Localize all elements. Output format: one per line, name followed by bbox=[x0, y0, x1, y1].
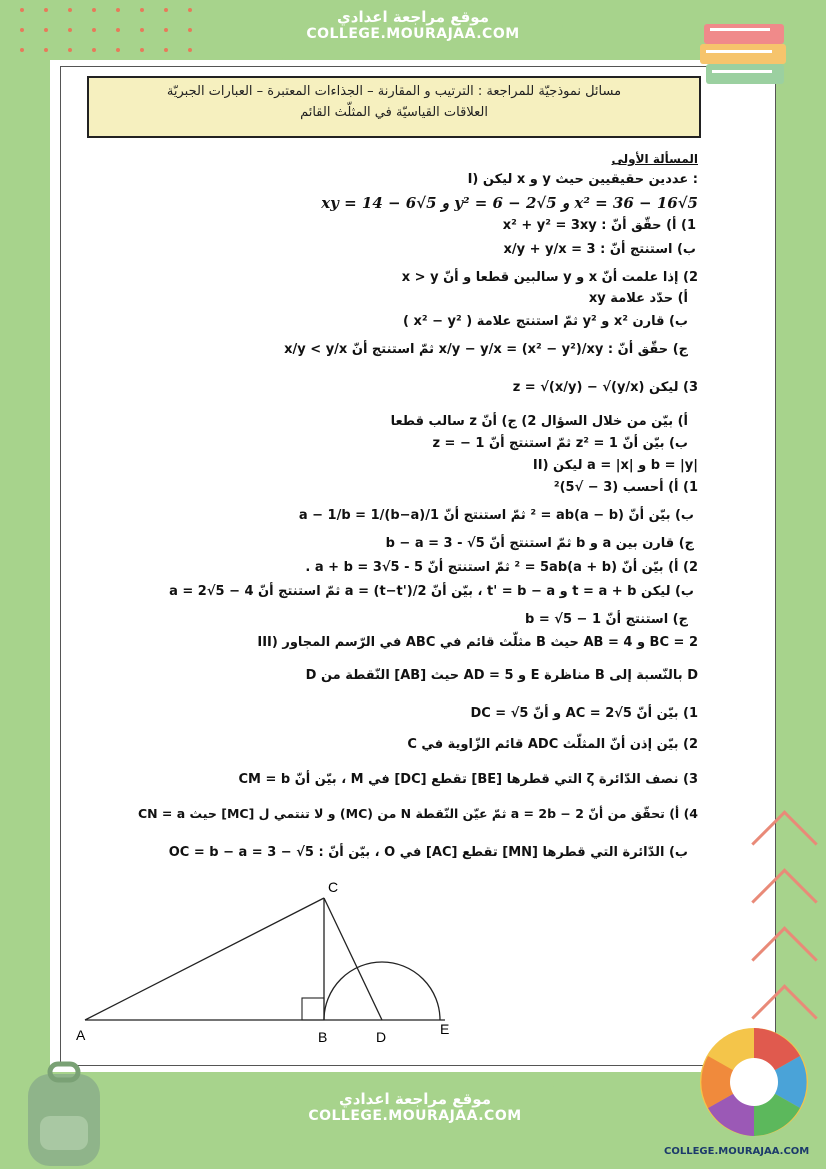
line-9: 3) ليكن z = √(x/y) − √(y/x) bbox=[512, 380, 698, 395]
label-C: C bbox=[328, 879, 339, 895]
line-23: 3) نصف الدّائرة ζ التي قطرها [BE] تقطع [DC] في M ، بيّن أنّ CM = b bbox=[238, 772, 698, 787]
line-20: D النّقطة من [AB] حيث AD = 5 و E مناظرة B بالنّسبة إلى D bbox=[305, 668, 698, 683]
line-18: ج) استنتج أنّ b = √5 − 1 bbox=[525, 612, 688, 627]
line-8: ج) حقّق أنّ : x/y − y/x = (x² − y²)/xy ثمّ استنتج أنّ x/y < y/x bbox=[284, 342, 688, 357]
line-17: ب) ليكن t = a + b و t' = b − a ، بيّن أنّ a = (t−t')/2 ثمّ استنتج أنّ a = 2√5 − 4 bbox=[169, 584, 694, 599]
backpack-icon bbox=[14, 1058, 114, 1168]
label-E: E bbox=[440, 1021, 450, 1037]
line-12: II) ليكن a = |x| و b = |y| bbox=[532, 458, 698, 473]
books-icon bbox=[696, 14, 796, 92]
line-24: 4) أ) تحقّق من أنّ a = 2b − 2 ثمّ عيّن النّقطة N من (MC) و لا تنتمي ل [MC] حيث CN = a bbox=[137, 806, 698, 821]
line-11: ب) بيّن أنّ z² = 1 ثمّ استنتج أنّ z = − 1 bbox=[432, 436, 688, 451]
line-21: 1) بيّن أنّ AC = 2√5 و أنّ DC = √5 bbox=[470, 706, 698, 721]
segment-AC bbox=[85, 898, 324, 1020]
logo-url[interactable]: COLLEGE.MOURAJAA.COM bbox=[664, 1146, 810, 1157]
line-5: 2) إذا علمت أنّ x و y سالبين قطعا و أنّ x > y bbox=[401, 270, 698, 285]
footer-banner bbox=[270, 1076, 560, 1146]
label-D: D bbox=[376, 1029, 387, 1045]
line-19: III) في الرّسم المجاور ABC مثلّث قائم في B حيث AB = 4 و BC = 2 bbox=[257, 635, 698, 650]
line-4: ب) استنتج أنّ : x/y + y/x = 3 bbox=[503, 242, 696, 257]
line-15: ج) قارن بين a و b ثمّ استنتج أنّ b − a = 3 - √5 bbox=[385, 536, 694, 551]
line-6: أ) حدّد علامة xy bbox=[588, 291, 688, 306]
problem-heading: المسألة الأولى bbox=[611, 152, 698, 166]
line-22: 2) بيّن إذن أنّ المثلّث ADC قائم الزّاوية في C bbox=[407, 737, 698, 752]
triangle-figure bbox=[70, 872, 470, 1052]
line-16: 2) أ) بيّن أنّ (a + b)² = 5ab ثمّ استنتج أنّ a + b = 3√5 - 5 . bbox=[305, 560, 698, 575]
site-logo-icon bbox=[696, 1024, 812, 1140]
label-A: A bbox=[76, 1027, 86, 1043]
header-banner bbox=[263, 2, 563, 60]
footer-site-name: موقع مراجعة اعدادي bbox=[339, 1090, 491, 1108]
line-1: I) ليكن x و y عددين حقيقيين حيث : bbox=[467, 172, 698, 187]
right-angle-mark bbox=[302, 998, 324, 1020]
label-B: B bbox=[318, 1029, 328, 1045]
title-line-2: العلاقات القياسيّة في المثلّث القائم bbox=[300, 105, 488, 120]
line-3: 1) أ) حقّق أنّ : x² + y² = 3xy bbox=[502, 218, 696, 233]
line-10: أ) بيّن من خلال السؤال 2) ج) أنّ z سالب قطعا bbox=[390, 414, 688, 429]
site-name: موقع مراجعة اعدادي bbox=[337, 8, 489, 26]
footer-site-url[interactable]: COLLEGE.MOURAJAA.COM bbox=[308, 1108, 522, 1124]
semicircle-BE bbox=[324, 962, 440, 1020]
line-2: xy = 14 − 6√5 و y² = 6 − 2√5 و x² = 36 − 16√5 bbox=[321, 194, 698, 212]
line-14: ب) بيّن أنّ (a − b)² = ab ثمّ استنتج أنّ 1/a − 1/b = 1/(b−a) bbox=[298, 508, 694, 523]
segment-CD bbox=[324, 898, 382, 1020]
title-box bbox=[87, 76, 701, 138]
title-line-1: مسائل نموذجيّة للمراجعة : الترتيب و المقارنة – الجذاءات المعتبرة – العبارات الجبريّة bbox=[166, 84, 622, 99]
line-25: ب) الدّائرة التي قطرها [MN] تقطع [AC] في O ، بيّن أنّ : OC = b − a = 3 − √5 bbox=[168, 845, 688, 860]
line-7: ب) قارن x² و y² ثمّ استنتج علامة ( x² − y² ) bbox=[403, 314, 688, 329]
line-13: 1) أ) أحسب (3 − √5)² bbox=[553, 480, 698, 495]
site-url[interactable]: COLLEGE.MOURAJAA.COM bbox=[306, 26, 520, 42]
